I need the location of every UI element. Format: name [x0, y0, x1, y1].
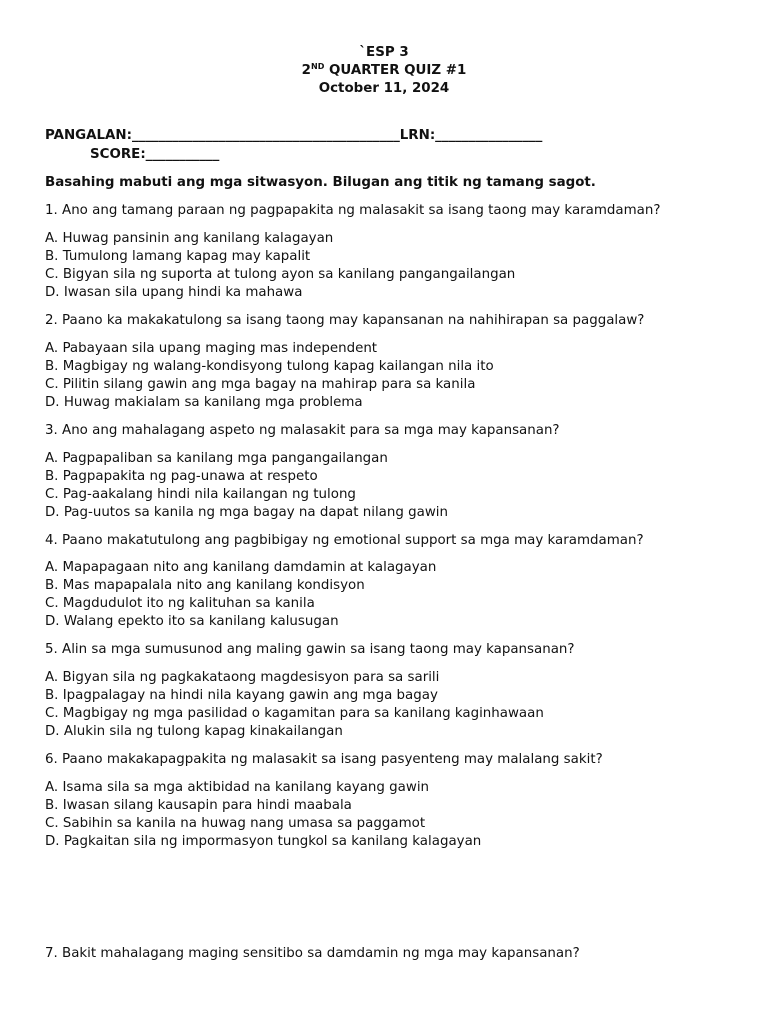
option-d: D. Alukin sila ng tulong kapag kinakailangan [45, 724, 343, 739]
score-line: SCORE:___________ [90, 147, 220, 162]
question-6-options [45, 779, 481, 851]
option-a: A. Pabayaan sila upang maging mas independent [45, 341, 378, 356]
option-c: C. Pag-aakalang hindi nila kailangan ng tulong [45, 487, 356, 502]
name-lrn-line: PANGALAN:________________________________________LRN:________________ [45, 128, 543, 143]
quiz-header [0, 44, 768, 98]
question-1-options [45, 230, 515, 302]
question-3: 3. Ano ang mahalagang aspeto ng malasakit para sa mga may kapansanan? [45, 423, 560, 438]
option-c: C. Magbigay ng mga pasilidad o kagamitan para sa kanilang kaginhawaan [45, 706, 544, 721]
option-a: A. Bigyan sila ng pagkakataong magdesisyon para sa sarili [45, 670, 440, 685]
option-c: C. Magdudulot ito ng kalituhan sa kanila [45, 596, 315, 611]
option-a: A. Isama sila sa mga aktibidad na kanilang kayang gawin [45, 780, 430, 795]
option-a: A. Mapapagaan nito ang kanilang damdamin at kalagayan [45, 560, 437, 575]
question-6: 6. Paano makakapagpakita ng malasakit sa isang pasyenteng may malalang sakit? [45, 752, 603, 767]
option-c: C. Pilitin silang gawin ang mga bagay na mahirap para sa kanila [45, 377, 476, 392]
option-c: C. Bigyan sila ng suporta at tulong ayon sa kanilang pangangailangan [45, 267, 516, 282]
option-d: D. Pag-uutos sa kanila ng mga bagay na dapat nilang gawin [45, 505, 448, 520]
option-c: C. Sabihin sa kanila na huwag nang umasa sa paggamot [45, 816, 426, 831]
question-3-options [45, 450, 448, 522]
question-1: 1. Ano ang tamang paraan ng pagpapakita ng malasakit sa isang taong may karamdaman? [45, 203, 661, 218]
option-b: B. Tumulong lamang kapag may kapalit [45, 249, 311, 264]
quiz-title-suffix: ND [311, 62, 325, 71]
option-b: B. Mas mapapalala nito ang kanilang kondisyon [45, 578, 365, 593]
option-d: D. Iwasan sila upang hindi ka mahawa [45, 285, 303, 300]
quiz-date: October 11, 2024 [318, 81, 450, 96]
instructions: Basahing mabuti ang mga sitwasyon. Bilugan ang titik ng tamang sagot. [45, 175, 596, 190]
question-2-options [45, 340, 494, 412]
option-b: B. Magbigay ng walang-kondisyong tulong kapag kailangan nila ito [45, 359, 494, 374]
option-a: A. Pagpapaliban sa kanilang mga pangangailangan [45, 451, 388, 466]
subject-title: `ESP 3 [359, 45, 409, 60]
option-a: A. Huwag pansinin ang kanilang kalagayan [45, 231, 334, 246]
option-d: D. Walang epekto ito sa kanilang kalusugan [45, 614, 339, 629]
quiz-title-rest: QUARTER QUIZ #1 [324, 63, 467, 78]
question-4: 4. Paano makatutulong ang pagbibigay ng emotional support sa mga may karamdaman? [45, 533, 644, 548]
question-7: 7. Bakit mahalagang maging sensitibo sa damdamin ng mga may kapansanan? [45, 946, 580, 961]
option-b: B. Iwasan silang kausapin para hindi maabala [45, 798, 352, 813]
question-5-options [45, 669, 544, 741]
option-d: D. Huwag makialam sa kanilang mga problema [45, 395, 363, 410]
quiz-title-number: 2 [301, 63, 311, 78]
quiz-title [0, 62, 768, 80]
question-4-options [45, 559, 436, 631]
question-2: 2. Paano ka makakatulong sa isang taong may kapansanan na nahihirapan sa paggalaw? [45, 313, 645, 328]
option-d: D. Pagkaitan sila ng impormasyon tungkol sa kanilang kalagayan [45, 834, 482, 849]
question-5: 5. Alin sa mga sumusunod ang maling gawin sa isang taong may kapansanan? [45, 642, 575, 657]
option-b: B. Ipagpalagay na hindi nila kayang gawin ang mga bagay [45, 688, 438, 703]
option-b: B. Pagpapakita ng pag-unawa at respeto [45, 469, 318, 484]
